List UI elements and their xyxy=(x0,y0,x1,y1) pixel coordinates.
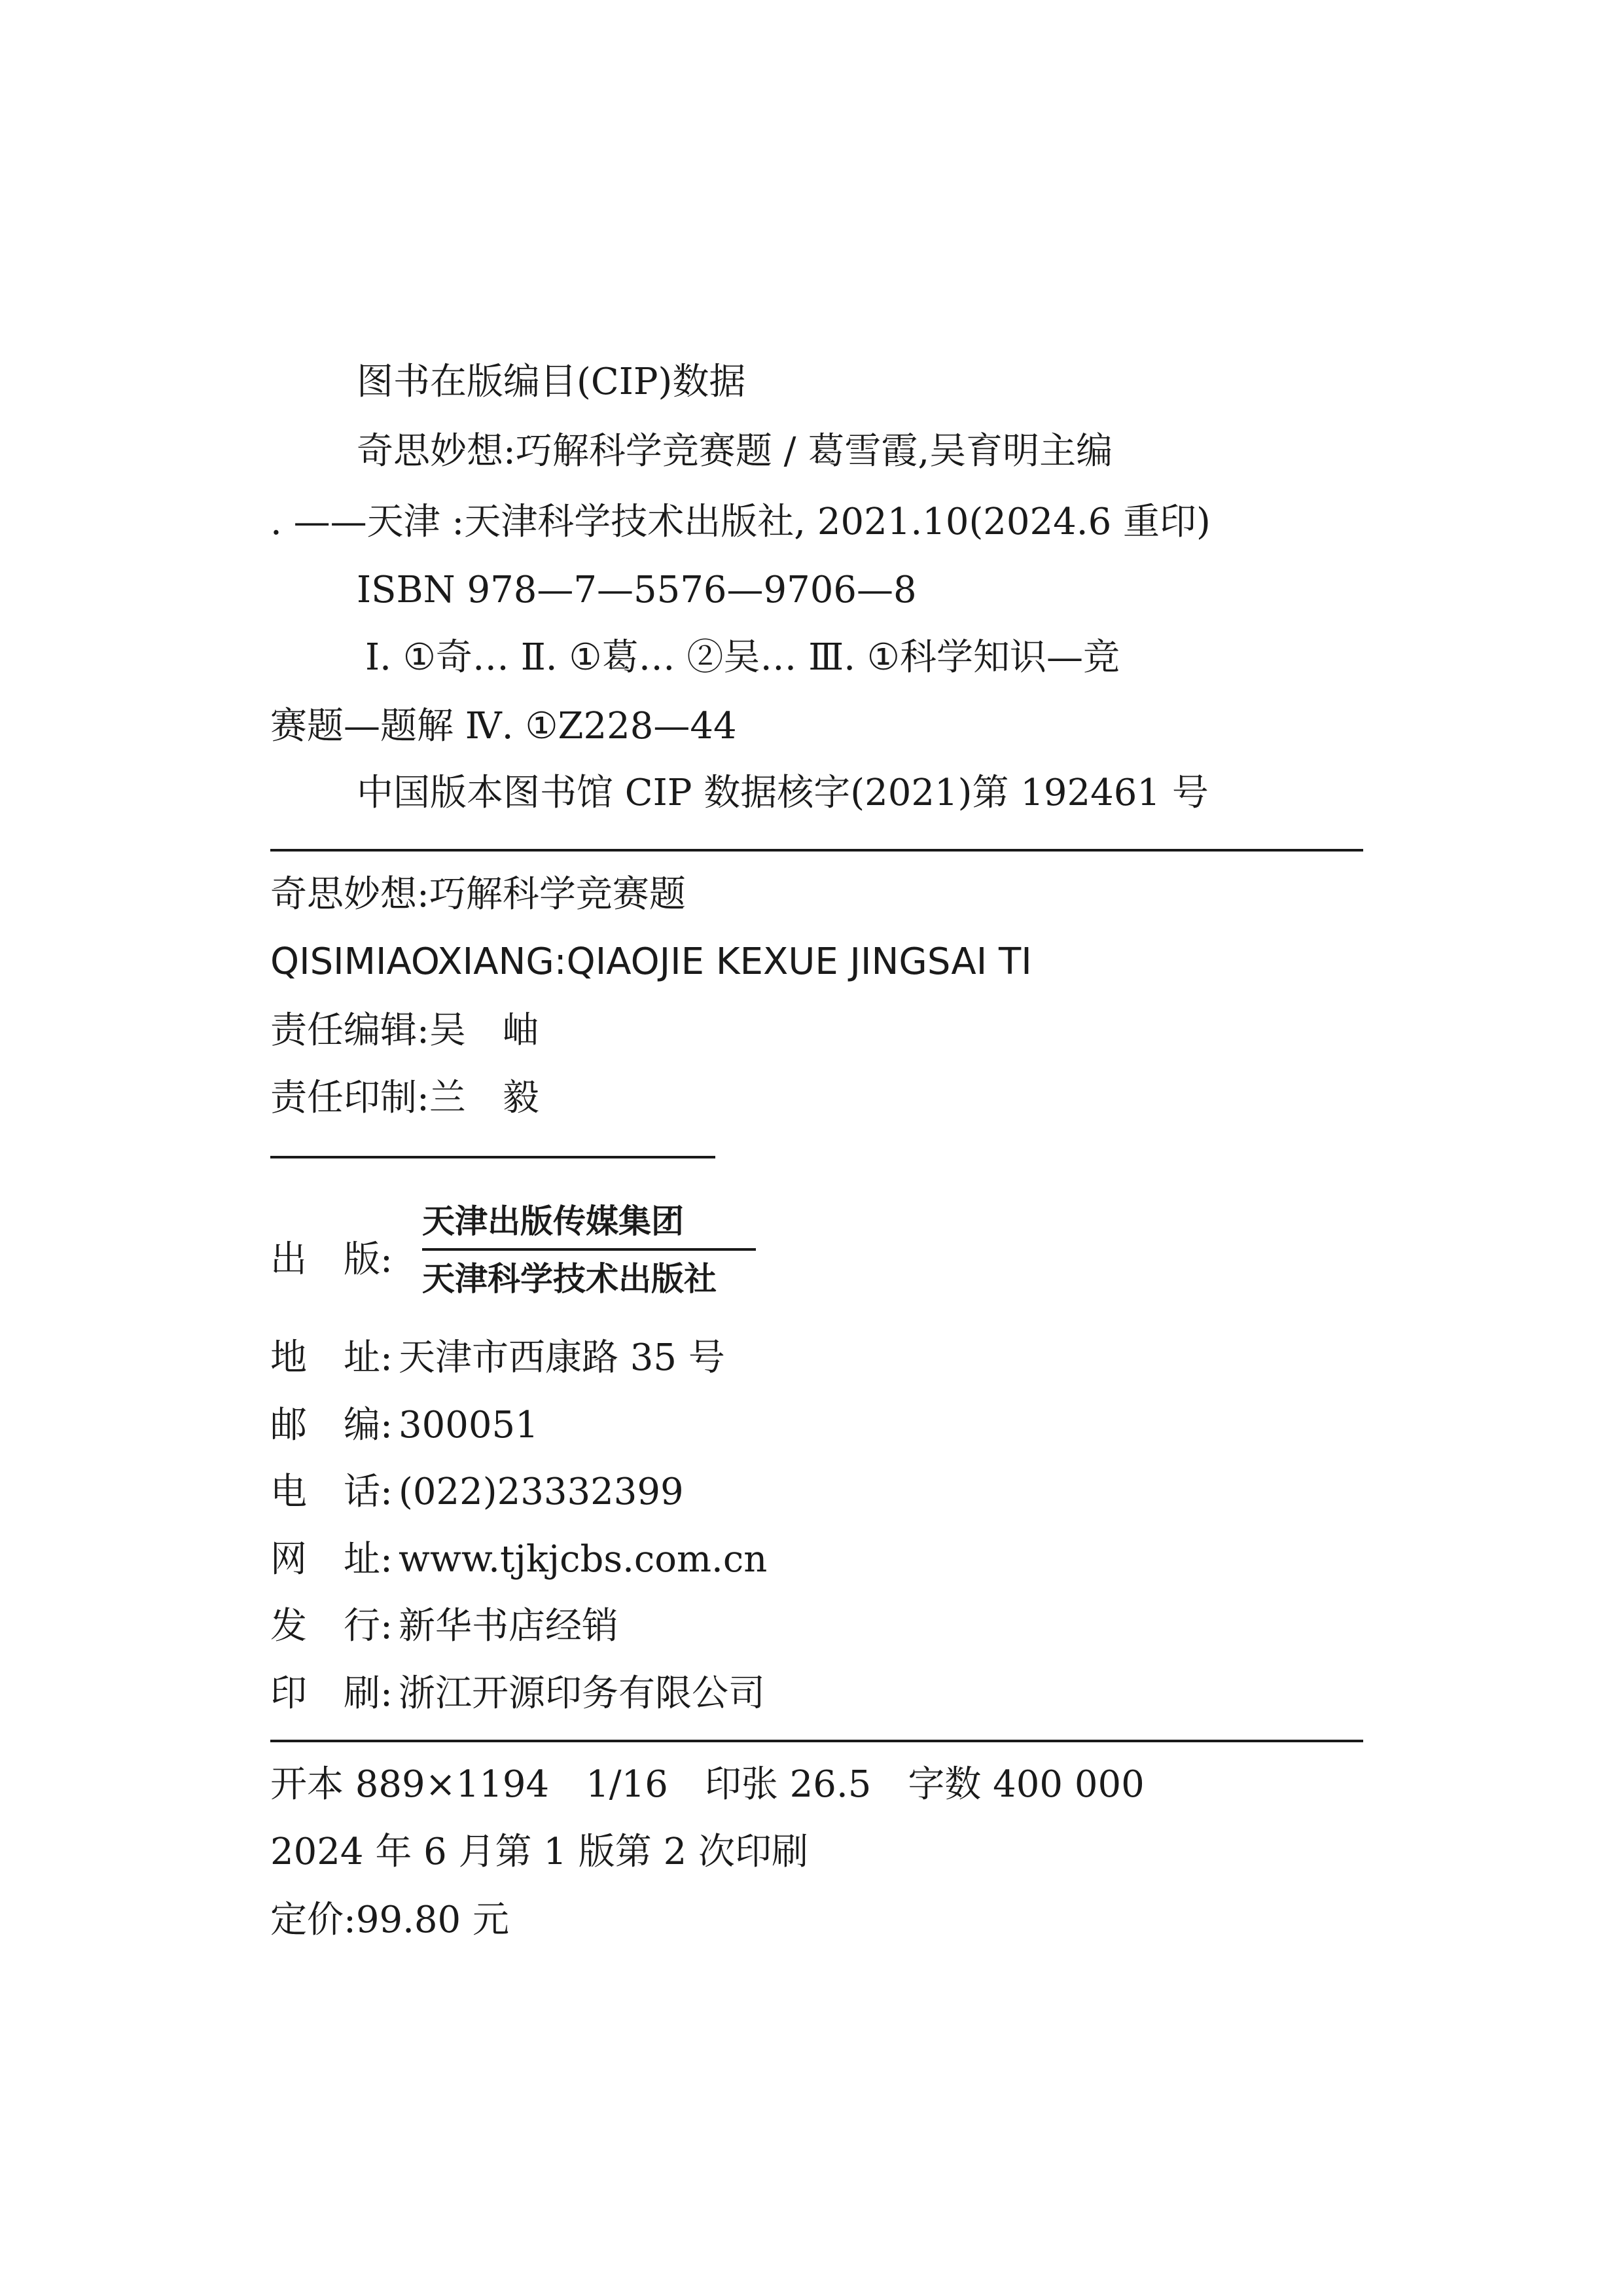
publisher-block xyxy=(422,1201,756,1299)
detail-label: 印 刷: xyxy=(270,1672,393,1715)
detail-label: 地 址: xyxy=(270,1336,393,1379)
detail-website xyxy=(270,1537,767,1583)
edition-line: 2024 年 6 月第 1 版第 2 次印刷 xyxy=(270,1831,809,1873)
detail-value: 天津市西康路 35 号 xyxy=(399,1336,725,1379)
publisher-group: 天津出版传媒集团 xyxy=(422,1202,684,1240)
printing-supervisor-line: 责任印制:兰 毅 xyxy=(270,1077,539,1119)
divider-bottom xyxy=(270,1740,1363,1742)
detail-label: 网 址: xyxy=(270,1538,393,1581)
detail-value: (022)23332399 xyxy=(399,1471,684,1513)
divider-top xyxy=(270,849,1363,852)
divider-short xyxy=(270,1156,715,1158)
detail-phone xyxy=(270,1469,684,1515)
book-title: 奇思妙想:巧解科学竞赛题 xyxy=(270,873,686,916)
detail-value: www.tjkjcbs.com.cn xyxy=(399,1538,768,1581)
publisher-separator xyxy=(422,1248,756,1251)
price-line: 定价:99.80 元 xyxy=(270,1899,509,1941)
detail-distribution xyxy=(270,1604,618,1649)
detail-address xyxy=(270,1335,725,1381)
cip-publisher-line: . ——天津 :天津科学技术出版社, 2021.10(2024.6 重印) xyxy=(270,501,1211,543)
cip-heading: 图书在版编目(CIP)数据 xyxy=(357,361,746,403)
detail-printer xyxy=(270,1671,765,1717)
publisher-label: 出 版: xyxy=(270,1238,393,1281)
detail-value: 新华书店经销 xyxy=(399,1605,618,1647)
cip-classification-line-1: Ⅰ. ①奇… Ⅱ. ①葛… ②吴… Ⅲ. ①科学知识—竞 xyxy=(365,636,1120,679)
editor-line: 责任编辑:吴 岫 xyxy=(270,1009,539,1052)
cip-number: 中国版本图书馆 CIP 数据核字(2021)第 192461 号 xyxy=(357,772,1209,814)
detail-label: 电 话: xyxy=(270,1471,393,1513)
detail-value: 300051 xyxy=(399,1404,539,1446)
detail-value: 浙江开源印务有限公司 xyxy=(399,1672,765,1715)
cip-isbn: ISBN 978—7—5576—9706—8 xyxy=(357,569,917,611)
detail-postcode xyxy=(270,1403,539,1448)
detail-label: 邮 编: xyxy=(270,1404,393,1446)
cip-classification-line-2: 赛题—题解 Ⅳ. ①Z228—44 xyxy=(270,705,737,747)
book-title-pinyin: QISIMIAOXIANG:QIAOJIE KEXUE JINGSAI TI xyxy=(270,941,1032,983)
publisher-house: 天津科学技术出版社 xyxy=(422,1260,717,1298)
cip-title-line: 奇思妙想:巧解科学竞赛题 / 葛雪霞,吴育明主编 xyxy=(357,430,1113,473)
detail-label: 发 行: xyxy=(270,1605,393,1647)
format-line: 开本 889×1194 1/16 印张 26.5 字数 400 000 xyxy=(270,1763,1145,1806)
